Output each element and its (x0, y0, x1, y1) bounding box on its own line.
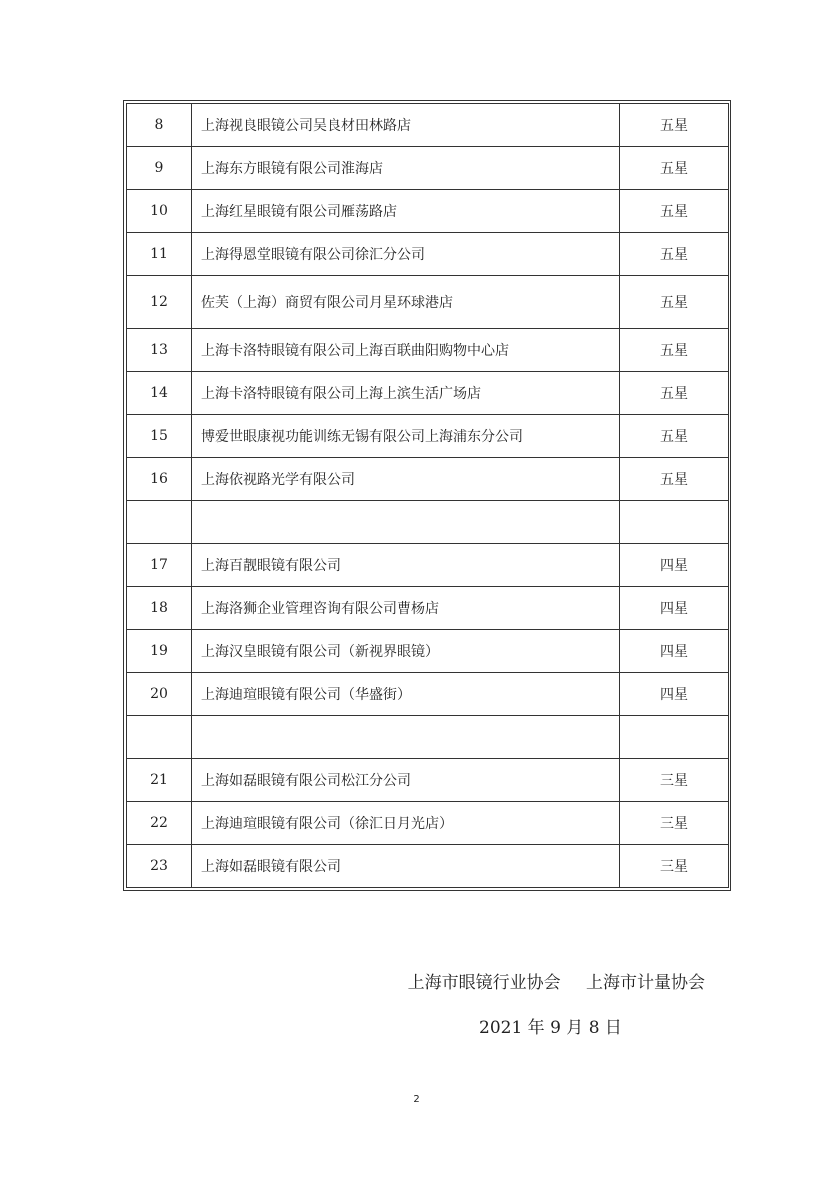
row-number: 22 (127, 802, 192, 845)
table-row (127, 233, 729, 276)
table-row (127, 673, 729, 716)
table-row (127, 415, 729, 458)
table-body (127, 104, 729, 888)
company-name: 上海洛狮企业管理咨询有限公司曹杨店 (192, 587, 620, 630)
table-row (127, 147, 729, 190)
company-name: 上海百靓眼镜有限公司 (192, 544, 620, 587)
row-number: 11 (127, 233, 192, 276)
star-rating: 三星 (620, 845, 729, 888)
star-rating: 五星 (620, 372, 729, 415)
star-rating: 五星 (620, 458, 729, 501)
signer-eyewear-association: 上海市眼镜行业协会 (407, 973, 561, 993)
table-row-spacer (127, 501, 729, 544)
table-row (127, 802, 729, 845)
row-number: 12 (127, 276, 192, 329)
star-rating: 五星 (620, 329, 729, 372)
table-row (127, 845, 729, 888)
company-name: 上海汉皇眼镜有限公司（新视界眼镜） (192, 630, 620, 673)
signer-metrology-association: 上海市计量协会 (586, 973, 705, 993)
table-row (127, 372, 729, 415)
row-number: 19 (127, 630, 192, 673)
company-name: 上海迪瑄眼镜有限公司（徐汇日月光店） (192, 802, 620, 845)
company-name: 博爱世眼康视功能训练无锡有限公司上海浦东分公司 (192, 415, 620, 458)
table-row (127, 458, 729, 501)
row-number: 15 (127, 415, 192, 458)
company-name: 上海红星眼镜有限公司雁荡路店 (192, 190, 620, 233)
star-rating: 五星 (620, 276, 729, 329)
row-number: 16 (127, 458, 192, 501)
table-row (127, 759, 729, 802)
row-number: 23 (127, 845, 192, 888)
company-name: 上海得恩堂眼镜有限公司徐汇分公司 (192, 233, 620, 276)
row-number (127, 716, 192, 759)
row-number: 9 (127, 147, 192, 190)
table-row (127, 630, 729, 673)
company-name: 上海依视路光学有限公司 (192, 458, 620, 501)
row-number: 13 (127, 329, 192, 372)
star-rating: 五星 (620, 233, 729, 276)
star-rating: 五星 (620, 147, 729, 190)
company-name: 上海卡洛特眼镜有限公司上海百联曲阳购物中心店 (192, 329, 620, 372)
star-rating: 四星 (620, 673, 729, 716)
table-row (127, 544, 729, 587)
star-rating: 五星 (620, 415, 729, 458)
row-number (127, 501, 192, 544)
row-number: 18 (127, 587, 192, 630)
table-row-spacer (127, 716, 729, 759)
star-rating (620, 716, 729, 759)
star-rating: 三星 (620, 802, 729, 845)
page-number: 2 (413, 1094, 420, 1105)
table-row (127, 587, 729, 630)
star-rating (620, 501, 729, 544)
row-number: 8 (127, 104, 192, 147)
issue-date: 2021 年 9 月 8 日 (479, 1018, 622, 1038)
star-rating: 五星 (620, 190, 729, 233)
row-number: 14 (127, 372, 192, 415)
company-name: 上海如磊眼镜有限公司松江分公司 (192, 759, 620, 802)
signers (408, 968, 705, 993)
company-name: 上海如磊眼镜有限公司 (192, 845, 620, 888)
row-number: 17 (127, 544, 192, 587)
star-rating: 四星 (620, 630, 729, 673)
row-number: 21 (127, 759, 192, 802)
company-name (192, 501, 620, 544)
star-rating: 五星 (620, 104, 729, 147)
company-name: 佐芙（上海）商贸有限公司月星环球港店 (192, 276, 620, 329)
company-name: 上海迪瑄眼镜有限公司（华盛街） (192, 673, 620, 716)
table-row (127, 329, 729, 372)
row-number: 20 (127, 673, 192, 716)
store-rating-table-frame (123, 100, 731, 891)
star-rating: 三星 (620, 759, 729, 802)
star-rating: 四星 (620, 544, 729, 587)
company-name: 上海卡洛特眼镜有限公司上海上滨生活广场店 (192, 372, 620, 415)
company-name: 上海视良眼镜公司吴良材田林路店 (192, 104, 620, 147)
table-row (127, 190, 729, 233)
store-rating-table (126, 103, 729, 888)
table-row (127, 276, 729, 329)
company-name (192, 716, 620, 759)
table-row (127, 104, 729, 147)
row-number: 10 (127, 190, 192, 233)
star-rating: 四星 (620, 587, 729, 630)
company-name: 上海东方眼镜有限公司淮海店 (192, 147, 620, 190)
